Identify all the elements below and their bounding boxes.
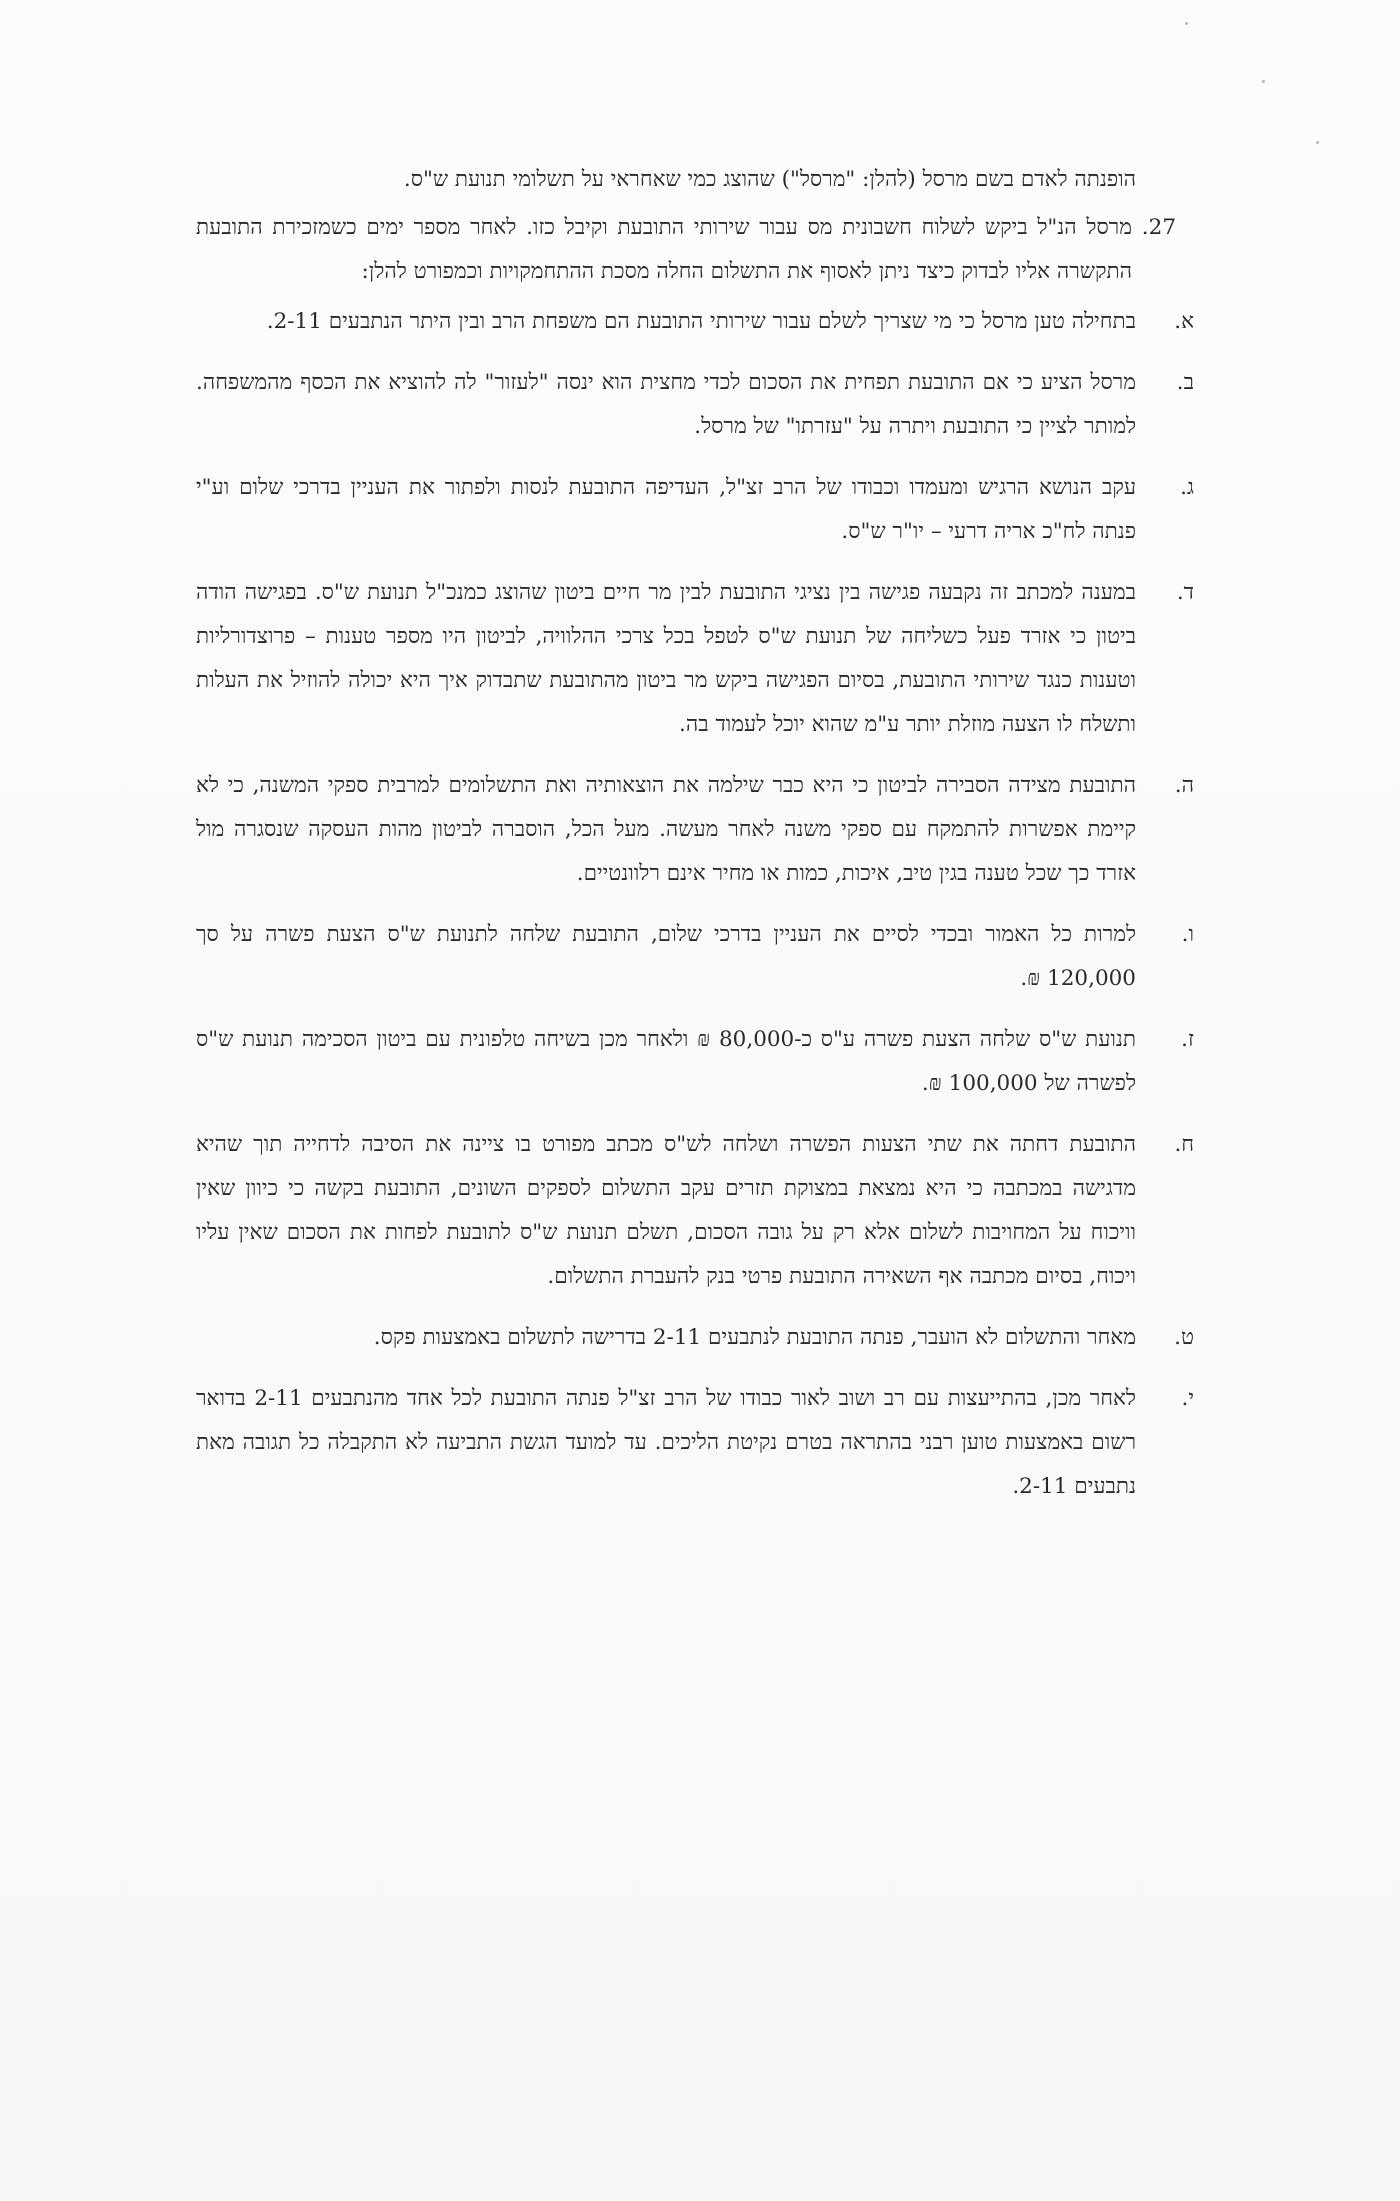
paragraph-text: מרסל הנ"ל ביקש לשלוח חשבונית מס עבור שירותי התובעת וקיבל כזו. לאחר מספר ימים כשמזכירת התובעת התקשרה אליו לבדוק כיצד ניתן לאסוף את התשלום החלה מסכת ההתחמקויות וכמפורט להלן: bbox=[196, 215, 1132, 284]
item-text: תנועת ש"ס שלחה הצעת פשרה ע"ס כ-80,000 ₪ ולאחר מכן בשיחה טלפונית עם ביטון הסכימה תנועת ש"ס לפשרה של 100,000 ₪. bbox=[196, 1027, 1136, 1096]
item-marker: ב. bbox=[1176, 370, 1194, 395]
item-text: מרסל הציע כי אם התובעת תפחית את הסכום לכדי מחצית הוא ינסה "לעזור" לה להוציא את הכסף מהמשפחה. למותר לציין כי התובעת ויתרה על "עזרתו" של מרסל. bbox=[196, 370, 1136, 439]
scan-speck bbox=[1316, 141, 1319, 144]
item-marker: ט. bbox=[1174, 1325, 1194, 1350]
item-text: מאחר והתשלום לא הועבר, פנתה התובעת לנתבעים 2-11 בדרישה לתשלום באמצעות פקס. bbox=[373, 1325, 1136, 1350]
item-text: התובעת דחתה את שתי הצעות הפשרה ושלחה לש"ס מכתב מפורט בו ציינה את הסיבה לדחייה תוך שהיא מדגישה במכתבה כי היא נמצאת במצוקת תזרים עקב התשלום לספקים השונים, התובעת בקשה כי כיוון שאין וויכוח על המחויבות לשלום אלא רק על גובה הסכום, תשלם תנועת ש"ס לתובעת לפחות את הסכום שאין עליו ויכוח, בסיום מכתבה אף השאירה התובעת פרטי בנק להעברת התשלום. bbox=[196, 1132, 1136, 1289]
sub-item bbox=[196, 466, 1194, 554]
item-text: התובעת מצידה הסבירה לביטון כי היא כבר שילמה את הוצאותיה ואת התשלומים למרבית ספקי המשנה, כי לא קיימת אפשרות להתמקח עם ספקי משנה לאחר מעשה. מעל הכל, הוסברה לביטון מהות העסקה שנסגרה מול אזרד כך שכל טענה בגין טיב, איכות, כמות או מחיר אינם רלוונטיים. bbox=[196, 773, 1136, 886]
item-marker: ד. bbox=[1176, 580, 1194, 605]
sub-item bbox=[196, 764, 1194, 896]
document-body bbox=[196, 158, 1194, 1526]
paragraph-27 bbox=[196, 206, 1176, 294]
sub-item bbox=[196, 1316, 1194, 1360]
sub-item bbox=[196, 913, 1194, 1001]
item-text: למרות כל האמור ובכדי לסיים את העניין בדרכי שלום, התובעת שלחה לתנועת ש"ס הצעת פשרה על סך 120,000 ₪. bbox=[196, 922, 1136, 991]
sub-item bbox=[196, 1018, 1194, 1106]
sub-item bbox=[196, 361, 1194, 449]
item-marker: ו. bbox=[1181, 922, 1194, 947]
sub-item bbox=[196, 1123, 1194, 1299]
item-marker: ג. bbox=[1180, 475, 1194, 500]
item-text: במענה למכתב זה נקבעה פגישה בין נציגי התובעת לבין מר חיים ביטון שהוצג כמנכ"ל תנועת ש"ס. בפגישה הודה ביטון כי אזרד פעל כשליחה של תנועת ש"ס לטפל בכל צרכי ההלוויה, לביטון היו מספר טענות – פרוצדורליות וטענות כנגד שירותי התובעת, בסיום הפגישה ביקש מר ביטון מהתובעת שתבדוק איך היא יכולה להוזיל את העלות ותשלח לו הצעה מוזלת יותר ע"מ שהוא יוכל לעמוד בה. bbox=[196, 580, 1136, 737]
item-text: עקב הנושא הרגיש ומעמדו וכבודו של הרב זצ"ל, העדיפה התובעת לנסות ולפתור את העניין בדרכי שלום וע"י פנתה לח"כ אריה דרעי – יו"ר ש"ס. bbox=[196, 475, 1136, 544]
sub-items-list bbox=[196, 300, 1194, 1509]
paragraph-number: 27. bbox=[1141, 215, 1176, 240]
item-marker: א. bbox=[1174, 309, 1194, 334]
item-marker: י. bbox=[1181, 1386, 1194, 1411]
item-marker: ח. bbox=[1174, 1132, 1194, 1157]
lead-text: הופנתה לאדם בשם מרסל (להלן: "מרסל") שהוצג כמי שאחראי על תשלומי תנועת ש"ס. bbox=[403, 167, 1136, 192]
scan-speck bbox=[1185, 22, 1188, 25]
scan-speck bbox=[1262, 80, 1265, 83]
item-text: בתחילה טען מרסל כי מי שצריך לשלם עבור שירותי התובעת הם משפחת הרב ובין היתר הנתבעים 2-11. bbox=[266, 309, 1136, 334]
sub-item bbox=[196, 571, 1194, 747]
item-marker: ז. bbox=[1181, 1027, 1194, 1052]
sub-item bbox=[196, 300, 1194, 344]
sub-item bbox=[196, 1377, 1194, 1509]
item-text: לאחר מכן, בהתייעצות עם רב ושוב לאור כבודו של הרב זצ"ל פנתה התובעת לכל אחד מהנתבעים 2-11 בדואר רשום באמצעות טוען רבני בהתראה בטרם נקיטת הליכים. עד למועד הגשת התביעה לא התקבלה כל תגובה מאת נתבעים 2-11. bbox=[196, 1386, 1136, 1499]
item-marker: ה. bbox=[1174, 773, 1194, 798]
